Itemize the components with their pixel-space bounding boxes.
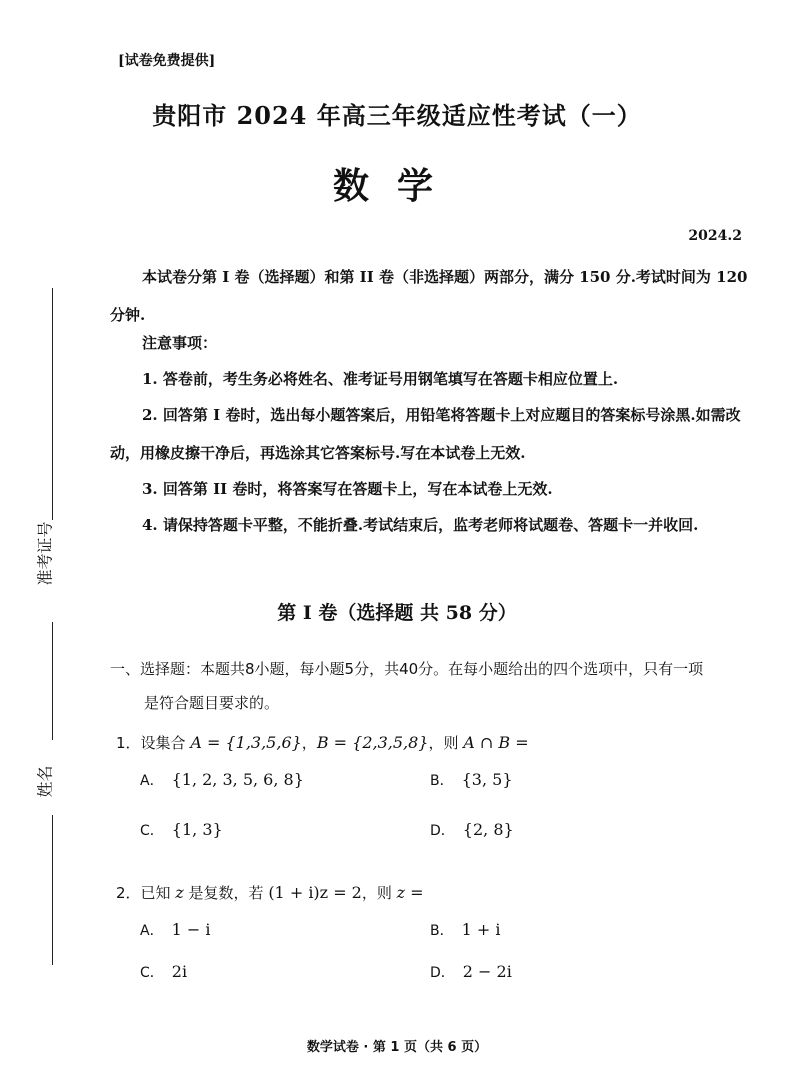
question-text: 是复数，若 (183, 884, 269, 902)
exam-date: 2024.2 (688, 228, 742, 244)
ask-expr: z = (396, 883, 424, 902)
notes-heading: 注意事项： (142, 334, 218, 352)
question-text: ，则 (428, 734, 464, 752)
option-label: C． (140, 965, 164, 981)
equation: (1 + i)z = 2 (268, 883, 362, 902)
note-item: 1. 答卷前，考生务必将姓名、准考证号用钢笔填写在答题卡相应位置上. (142, 370, 619, 388)
question-type-line: 一、选择题：本题共8小题，每小题5分，共40分。在每小题给出的四个选项中，只有一项 (110, 660, 704, 678)
question-type-line: 是符合题目要求的。 (144, 694, 280, 712)
option-label: A． (140, 923, 164, 939)
set-a: A = {1,3,5,6} (190, 733, 302, 752)
q1-option-d[interactable] (430, 820, 514, 840)
option-label: C． (140, 823, 164, 839)
option-value: {1, 2, 3, 5, 6, 8} (171, 770, 304, 789)
name-write-line[interactable] (52, 815, 53, 965)
q1-option-b[interactable] (430, 770, 513, 790)
option-label: D． (430, 823, 455, 839)
option-value: 2i (171, 962, 188, 981)
option-value: 1 − i (171, 920, 211, 939)
name-label: 姓名 (35, 765, 55, 798)
question-text: 已知 (140, 884, 176, 902)
intro-paragraph: 本试卷分第 I 卷（选择题）和第 II 卷（非选择题）两部分，满分 150 分.考试时间为 120 分钟. (110, 268, 748, 324)
question-text: 设集合 (140, 734, 191, 752)
q1-option-a[interactable] (140, 770, 304, 790)
option-label: D． (430, 965, 455, 981)
intersection-expr: A ∩ B = (463, 733, 529, 752)
q2-option-a[interactable] (140, 920, 210, 940)
option-value: {1, 3} (171, 820, 223, 839)
option-value: 2 − 2i (462, 962, 512, 981)
note-item: 3. 回答第 II 卷时，将答案写在答题卡上，写在本试卷上无效. (142, 480, 553, 498)
watermark-note: [试卷免费提供] (118, 53, 216, 69)
question-number: 2． (116, 884, 141, 902)
exam-title: 贵阳市 2024 年高三年级适应性考试（一） (152, 101, 642, 130)
q1-option-c[interactable] (140, 820, 223, 840)
exam-id-label: 准考证号 (35, 521, 55, 586)
note-item: 2. 回答第 I 卷时，选出每小题答案后，用铅笔将答题卡上对应题目的答案标号涂黑.如需改动，用橡皮擦干净后，再选涂其它答案标号.写在本试卷上无效. (110, 406, 741, 462)
option-value: 1 + i (461, 920, 501, 939)
set-b: B = {2,3,5,8} (316, 733, 429, 752)
option-label: B． (430, 773, 454, 789)
separator: ， (301, 734, 317, 752)
q2-option-d[interactable] (430, 962, 512, 982)
option-label: B． (430, 923, 454, 939)
q2-option-b[interactable] (430, 920, 500, 940)
question-number: 1． (116, 734, 141, 752)
q2-option-c[interactable] (140, 962, 187, 982)
variable-z: z (175, 883, 184, 902)
page-footer: 数学试卷 · 第 1 页（共 6 页） (306, 1040, 488, 1055)
section-heading: 第 I 卷（选择题 共 58 分） (277, 602, 517, 624)
note-item: 4. 请保持答题卡平整，不能折叠.考试结束后，监考老师将试题卷、答题卡一并收回. (142, 516, 699, 534)
option-label: A． (140, 773, 164, 789)
option-value: {3, 5} (461, 770, 513, 789)
exam-id-write-line[interactable] (52, 622, 53, 740)
question-1 (116, 732, 529, 753)
question-text: ，则 (361, 884, 397, 902)
option-value: {2, 8} (462, 820, 514, 839)
question-type-instructions (110, 652, 760, 720)
binding-line-top (52, 288, 53, 520)
subject-title: 数学 (332, 165, 461, 207)
question-2 (116, 882, 424, 903)
